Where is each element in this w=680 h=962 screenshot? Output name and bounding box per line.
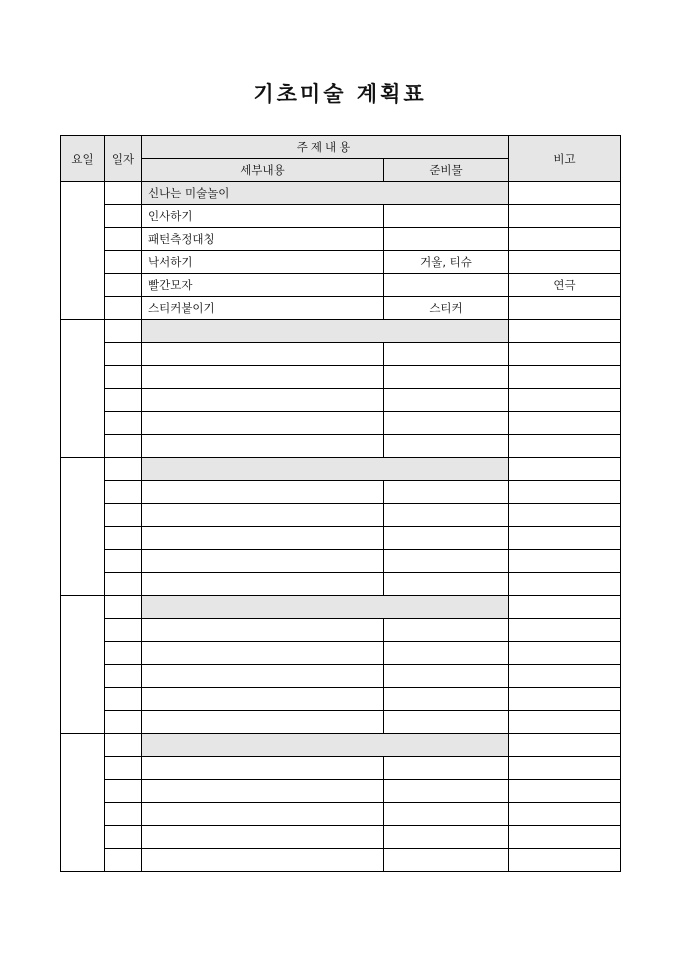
detail-cell: 낙서하기 xyxy=(142,251,384,274)
table-row xyxy=(61,228,621,251)
detail-cell xyxy=(142,481,384,504)
materials-cell xyxy=(384,205,509,228)
day-cell xyxy=(61,320,105,458)
date-cell xyxy=(105,573,142,596)
materials-cell xyxy=(384,527,509,550)
table-row xyxy=(61,711,621,734)
note-cell xyxy=(509,297,621,320)
plan-body xyxy=(61,182,621,872)
theme-cell xyxy=(142,596,509,619)
detail-cell xyxy=(142,757,384,780)
detail-cell: 패턴측정대칭 xyxy=(142,228,384,251)
materials-cell xyxy=(384,435,509,458)
table-row xyxy=(61,527,621,550)
note-cell xyxy=(509,366,621,389)
date-cell xyxy=(105,826,142,849)
note-cell xyxy=(509,251,621,274)
date-cell xyxy=(105,274,142,297)
detail-cell xyxy=(142,504,384,527)
table-row xyxy=(61,320,621,343)
header-detail: 세부내용 xyxy=(142,159,384,182)
theme-cell xyxy=(142,458,509,481)
table-row xyxy=(61,550,621,573)
table-row xyxy=(61,274,621,297)
note-cell xyxy=(509,596,621,619)
plan-table xyxy=(60,135,621,872)
detail-cell xyxy=(142,343,384,366)
materials-cell xyxy=(384,343,509,366)
date-cell xyxy=(105,642,142,665)
table-row xyxy=(61,849,621,872)
detail-cell xyxy=(142,412,384,435)
note-cell xyxy=(509,688,621,711)
date-cell xyxy=(105,504,142,527)
note-cell xyxy=(509,665,621,688)
note-cell xyxy=(509,780,621,803)
materials-cell: 스티커 xyxy=(384,297,509,320)
date-cell xyxy=(105,205,142,228)
table-row xyxy=(61,596,621,619)
date-cell xyxy=(105,182,142,205)
materials-cell xyxy=(384,826,509,849)
date-cell xyxy=(105,688,142,711)
materials-cell xyxy=(384,366,509,389)
date-cell xyxy=(105,481,142,504)
header-date: 일자 xyxy=(105,136,142,182)
table-row xyxy=(61,757,621,780)
detail-cell xyxy=(142,527,384,550)
note-cell xyxy=(509,504,621,527)
materials-cell xyxy=(384,711,509,734)
detail-cell xyxy=(142,665,384,688)
table-row xyxy=(61,435,621,458)
table-row xyxy=(61,458,621,481)
materials-cell xyxy=(384,228,509,251)
materials-cell xyxy=(384,274,509,297)
date-cell xyxy=(105,297,142,320)
detail-cell xyxy=(142,803,384,826)
table-row xyxy=(61,251,621,274)
date-cell xyxy=(105,228,142,251)
note-cell xyxy=(509,320,621,343)
date-cell xyxy=(105,343,142,366)
table-row xyxy=(61,688,621,711)
note-cell xyxy=(509,711,621,734)
date-cell xyxy=(105,665,142,688)
table-row xyxy=(61,573,621,596)
note-cell xyxy=(509,481,621,504)
day-cell xyxy=(61,182,105,320)
table-row xyxy=(61,412,621,435)
materials-cell xyxy=(384,573,509,596)
date-cell xyxy=(105,734,142,757)
table-row xyxy=(61,826,621,849)
note-cell xyxy=(509,803,621,826)
date-cell xyxy=(105,849,142,872)
table-row xyxy=(61,343,621,366)
note-cell xyxy=(509,182,621,205)
page-title: 기초미술 계획표 xyxy=(253,81,427,106)
detail-cell xyxy=(142,826,384,849)
materials-cell xyxy=(384,665,509,688)
detail-cell xyxy=(142,688,384,711)
materials-cell xyxy=(384,389,509,412)
header-day: 요일 xyxy=(61,136,105,182)
note-cell xyxy=(509,527,621,550)
date-cell xyxy=(105,366,142,389)
date-cell xyxy=(105,803,142,826)
date-cell xyxy=(105,251,142,274)
table-row xyxy=(61,734,621,757)
note-cell xyxy=(509,619,621,642)
detail-cell xyxy=(142,619,384,642)
note-cell xyxy=(509,412,621,435)
table-row xyxy=(61,803,621,826)
note-cell xyxy=(509,849,621,872)
header-materials: 준비물 xyxy=(384,159,509,182)
detail-cell: 스티커붙이기 xyxy=(142,297,384,320)
detail-cell xyxy=(142,366,384,389)
detail-cell: 빨간모자 xyxy=(142,274,384,297)
date-cell xyxy=(105,435,142,458)
detail-cell xyxy=(142,642,384,665)
note-cell xyxy=(509,343,621,366)
materials-cell xyxy=(384,849,509,872)
table-row xyxy=(61,619,621,642)
detail-cell xyxy=(142,435,384,458)
header-topic: 주제내용 xyxy=(142,136,509,159)
materials-cell xyxy=(384,780,509,803)
date-cell xyxy=(105,458,142,481)
note-cell xyxy=(509,757,621,780)
date-cell xyxy=(105,596,142,619)
table-row xyxy=(61,366,621,389)
date-cell xyxy=(105,550,142,573)
detail-cell xyxy=(142,573,384,596)
table-row xyxy=(61,665,621,688)
table-row xyxy=(61,780,621,803)
day-cell xyxy=(61,596,105,734)
note-cell xyxy=(509,734,621,757)
detail-cell xyxy=(142,849,384,872)
detail-cell xyxy=(142,711,384,734)
note-cell xyxy=(509,435,621,458)
materials-cell xyxy=(384,642,509,665)
date-cell xyxy=(105,711,142,734)
note-cell: 연극 xyxy=(509,274,621,297)
date-cell xyxy=(105,757,142,780)
detail-cell: 인사하기 xyxy=(142,205,384,228)
date-cell xyxy=(105,412,142,435)
materials-cell xyxy=(384,504,509,527)
detail-cell xyxy=(142,780,384,803)
materials-cell xyxy=(384,481,509,504)
theme-cell: 신나는 미술놀이 xyxy=(142,182,509,205)
detail-cell xyxy=(142,389,384,412)
note-cell xyxy=(509,642,621,665)
table-row xyxy=(61,642,621,665)
detail-cell xyxy=(142,550,384,573)
note-cell xyxy=(509,205,621,228)
materials-cell xyxy=(384,412,509,435)
day-cell xyxy=(61,458,105,596)
materials-cell: 거울, 티슈 xyxy=(384,251,509,274)
header-note: 비고 xyxy=(509,136,621,182)
materials-cell xyxy=(384,803,509,826)
note-cell xyxy=(509,228,621,251)
theme-cell xyxy=(142,734,509,757)
table-row xyxy=(61,297,621,320)
date-cell xyxy=(105,320,142,343)
note-cell xyxy=(509,826,621,849)
note-cell xyxy=(509,573,621,596)
day-cell xyxy=(61,734,105,872)
date-cell xyxy=(105,780,142,803)
note-cell xyxy=(509,458,621,481)
date-cell xyxy=(105,389,142,412)
materials-cell xyxy=(384,688,509,711)
materials-cell xyxy=(384,757,509,780)
theme-cell xyxy=(142,320,509,343)
note-cell xyxy=(509,389,621,412)
materials-cell xyxy=(384,619,509,642)
table-row xyxy=(61,205,621,228)
date-cell xyxy=(105,527,142,550)
date-cell xyxy=(105,619,142,642)
note-cell xyxy=(509,550,621,573)
table-row xyxy=(61,389,621,412)
materials-cell xyxy=(384,550,509,573)
table-row xyxy=(61,182,621,205)
table-row xyxy=(61,504,621,527)
table-row xyxy=(61,481,621,504)
